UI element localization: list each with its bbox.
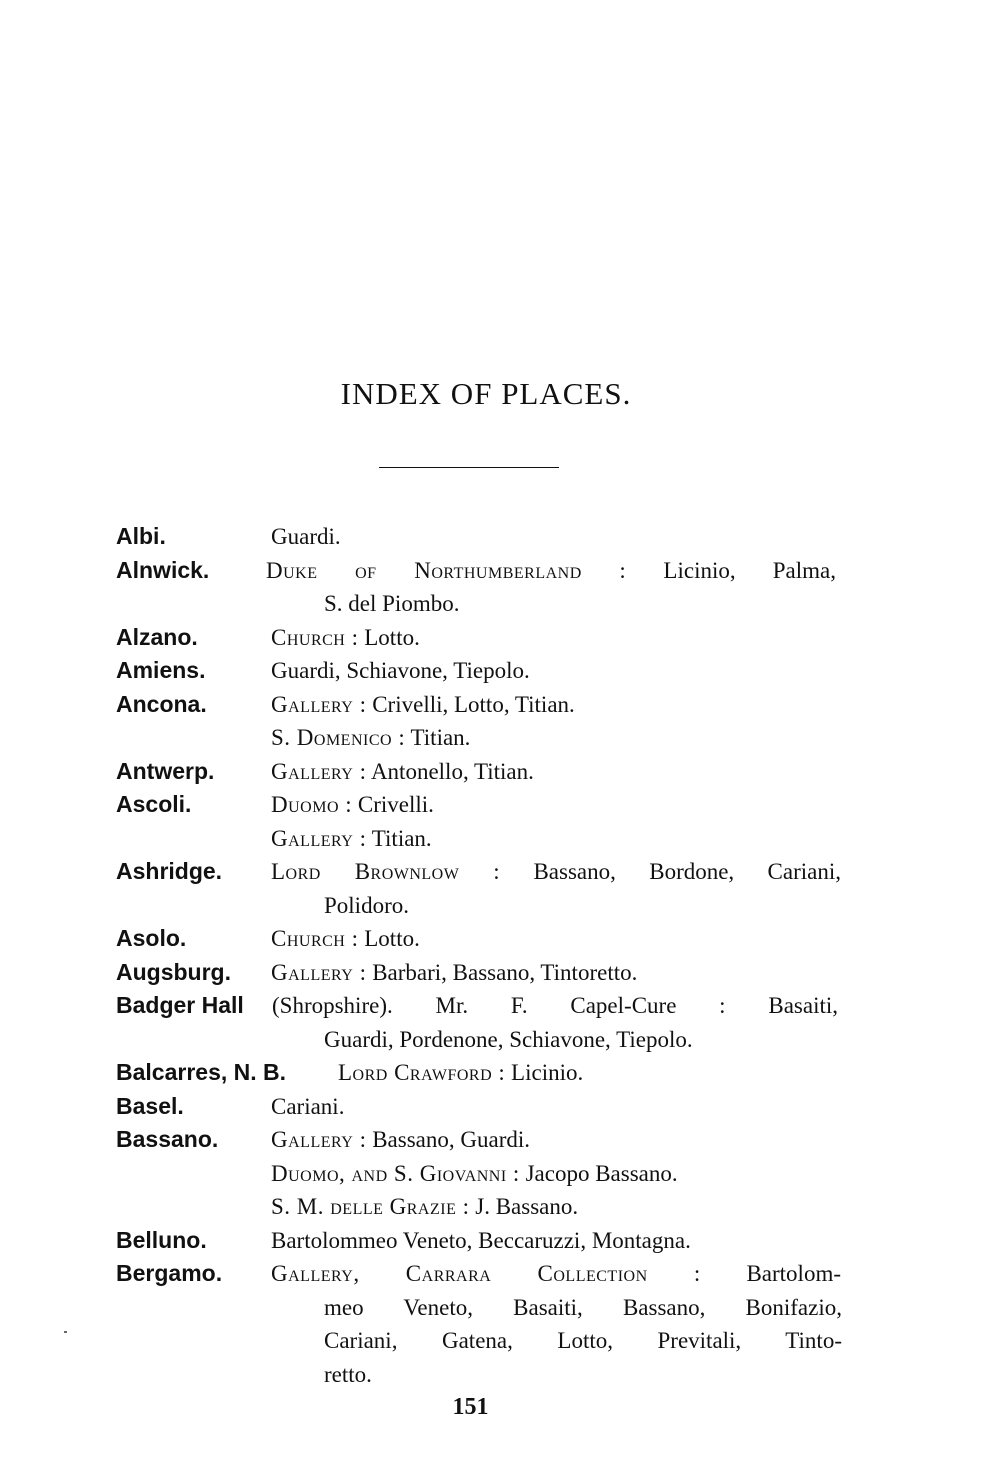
entry-text <box>271 1224 691 1258</box>
artist-list: Crivelli, Lotto, Titian. <box>366 691 575 717</box>
artist-list: Barbari, Bassano, Tintoretto. <box>366 959 638 985</box>
index-entry-line <box>116 855 842 889</box>
artist-list: Bartolommeo Veneto, Beccaruzzi, Montagna. <box>271 1227 691 1253</box>
index-entry-line <box>116 1224 842 1258</box>
index-entry-line <box>116 788 842 822</box>
print-speck <box>64 1331 67 1333</box>
artist-list: Antonello, Titian. <box>366 758 534 784</box>
collection-label: Church : <box>271 926 359 951</box>
artist-list: Crivelli. <box>352 792 434 817</box>
collection-label: Church : <box>271 624 359 650</box>
artist-list: J. Bassano. <box>469 1194 579 1219</box>
index-entry-line <box>116 1358 842 1392</box>
entry-text <box>271 1123 530 1157</box>
collection-label: Gallery : <box>271 959 367 985</box>
artist-list: Bartolom- <box>700 1261 841 1286</box>
entry-text <box>324 889 409 923</box>
artist-list: Guardi, Pordenone, Schiavone, Tiepolo. <box>324 1026 693 1052</box>
entry-text <box>338 1056 583 1090</box>
index-entry-line <box>116 587 842 621</box>
entry-text <box>271 1157 678 1191</box>
entry-text <box>271 520 341 554</box>
page-title: INDEX OF PLACES. <box>340 376 632 411</box>
entry-text <box>271 621 420 655</box>
collection-label: Gallery : <box>271 825 367 851</box>
collection-label: Gallery, Carrara Collection : <box>271 1261 701 1286</box>
place-name: Basel. <box>116 1092 184 1119</box>
collection-label: Gallery : <box>271 691 367 717</box>
index-entry-line <box>116 1056 842 1090</box>
artist-list: Bassano, Guardi. <box>366 1127 530 1152</box>
collection-label: Duomo : <box>271 792 353 817</box>
entry-text <box>324 1324 842 1358</box>
entry-text <box>271 855 841 889</box>
collection-label: Gallery : <box>271 1127 367 1152</box>
collection-label: Gallery : <box>271 758 367 784</box>
index-entry-line <box>116 721 842 755</box>
index-entry-line <box>116 520 842 554</box>
place-name: Amiens. <box>116 657 206 683</box>
artist-list: Titian. <box>366 825 432 851</box>
collection-label: Lord Brownlow : <box>271 859 501 884</box>
entry-text <box>271 822 432 856</box>
entry-text <box>271 688 575 722</box>
artist-list: Bassano, Bordone, Cariani, <box>500 859 841 884</box>
title-rule <box>379 467 559 468</box>
index-entry-line <box>116 654 842 688</box>
place-name: Badger Hall <box>116 992 244 1018</box>
entry-text <box>324 1358 372 1392</box>
artist-list: Titian. <box>405 725 471 750</box>
entry-text <box>271 788 434 822</box>
artist-list: meo Veneto, Basaiti, Bassano, Bonifazio, <box>324 1294 842 1320</box>
index-list <box>116 520 842 1391</box>
index-entry-line <box>116 1090 842 1124</box>
artist-list: Guardi, Schiavone, Tiepolo. <box>271 658 530 683</box>
entry-text <box>271 1257 841 1291</box>
place-name: Antwerp. <box>116 757 215 784</box>
index-entry-line <box>116 1190 842 1224</box>
entry-text <box>324 1291 842 1325</box>
collection-label: Duomo, and S. Giovanni : <box>271 1160 520 1186</box>
artist-list: Lotto. <box>358 624 420 650</box>
artist-list: Licinio, Palma, <box>626 557 836 583</box>
entry-text <box>271 956 637 990</box>
collection-label: Lord Crawford : <box>338 1060 506 1085</box>
index-entry-line <box>116 1291 842 1325</box>
place-name: Balcarres, N. B. <box>116 1059 287 1085</box>
index-entry-line <box>116 554 842 588</box>
entry-text <box>272 989 838 1023</box>
index-entry-line <box>116 1023 842 1057</box>
entry-text <box>271 654 530 688</box>
artist-list: retto. <box>324 1361 372 1387</box>
place-name: Ashridge. <box>116 858 223 884</box>
entry-text <box>271 922 420 956</box>
index-entry-line <box>116 621 842 655</box>
artist-list: Lotto. <box>358 926 420 951</box>
index-entry-line <box>116 1123 842 1157</box>
entry-text <box>271 1090 344 1124</box>
collection-label: Duke of Northumberland : <box>266 557 627 583</box>
artist-list: Guardi. <box>271 524 341 549</box>
index-entry-line <box>116 889 842 923</box>
index-entry-line <box>116 922 842 956</box>
entry-text <box>266 554 836 588</box>
place-name: Augsburg. <box>116 958 231 985</box>
place-name: Ancona. <box>116 690 207 717</box>
place-name: Alzano. <box>116 623 198 650</box>
index-entry-line <box>116 1324 842 1358</box>
index-entry-line <box>116 956 842 990</box>
place-name: Bassano. <box>116 1126 219 1152</box>
index-entry-line <box>116 1157 842 1191</box>
page-number: 151 <box>452 1394 489 1420</box>
index-entry-line <box>116 755 842 789</box>
entry-text <box>324 587 459 621</box>
entry-text <box>271 1190 578 1224</box>
place-name: Asolo. <box>116 925 187 951</box>
index-entry-line <box>116 688 842 722</box>
place-name: Bergamo. <box>116 1260 223 1286</box>
artist-list: Cariani. <box>271 1093 345 1119</box>
collection-label: S. Domenico : <box>271 725 406 750</box>
place-name: Ascoli. <box>116 791 192 817</box>
index-entry-line <box>116 1257 842 1291</box>
entry-text <box>271 755 534 789</box>
place-name: Belluno. <box>116 1226 207 1253</box>
index-entry-line <box>116 989 842 1023</box>
artist-list: Polidoro. <box>324 892 409 918</box>
artist-list: Licinio. <box>505 1060 584 1085</box>
artist-list: Jacopo Bassano. <box>519 1160 678 1186</box>
collection-label: S. M. delle Grazie : <box>271 1194 470 1219</box>
place-name: Albi. <box>116 523 166 549</box>
artist-list: S. del Piombo. <box>324 591 460 616</box>
index-entry-line <box>116 822 842 856</box>
entry-text <box>324 1023 693 1057</box>
entry-text <box>271 721 470 755</box>
place-name: Alnwick. <box>116 556 210 583</box>
artist-list: Cariani, Gatena, Lotto, Previtali, Tinto- <box>324 1328 842 1353</box>
artist-list: (Shropshire). Mr. F. Capel-Cure : Basaiti, <box>272 993 838 1018</box>
